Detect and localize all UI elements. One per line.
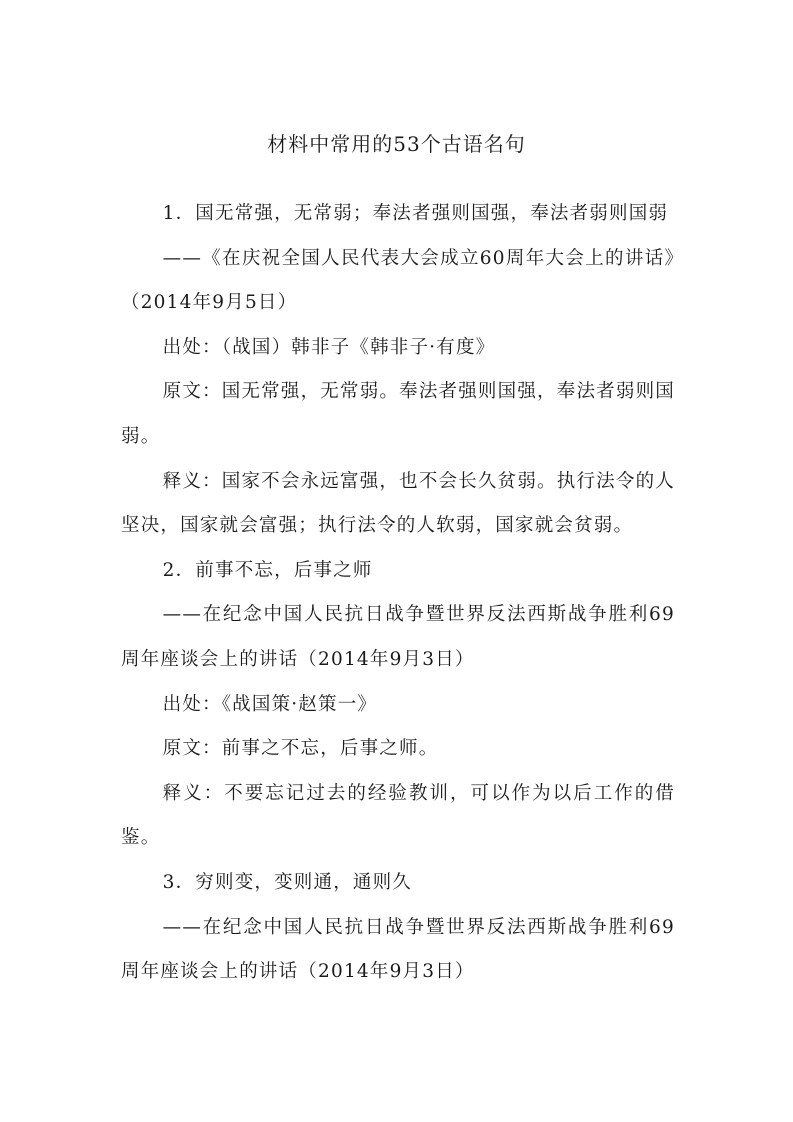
quote-source-1: ——《在庆祝全国人民代表大会成立60周年大会上的讲话》（2014年9月5日） — [121, 247, 675, 314]
document-title: 材料中常用的53个古语名句 — [267, 132, 526, 156]
quote-original-2: 原文：前事之不忘，后事之师。 — [162, 738, 439, 760]
quote-source-2: ——在纪念中国人民抗日战争暨世界反法西斯战争胜利69周年座谈会上的讲话（2014年9月3日） — [121, 604, 675, 670]
quote-original-1: 原文：国无常强，无常弱。奉法者强则国强，奉法者弱则国弱。 — [121, 381, 675, 447]
quote-origin-2: 出处：《战国策·赵策一》 — [162, 693, 378, 715]
quote-source-3: ——在纪念中国人民抗日战争暨世界反法西斯战争胜利69周年座谈会上的讲话（2014年9月3日） — [121, 916, 675, 983]
quote-heading-3: 3．穷则变，变则通，通则久 — [162, 871, 412, 893]
quote-origin-1: 出处：（战国）韩非子《韩非子·有度》 — [162, 336, 496, 358]
quote-heading-2: 2．前事不忘，后事之师 — [162, 559, 373, 581]
quote-heading-1: 1．国无常强，无常弱；奉法者强则国强，奉法者弱则国弱 — [162, 203, 669, 224]
quote-meaning-1: 释义：国家不会永远富强，也不会长久贫弱。执行法令的人坚决，国家就会富强；执行法令的人软弱，国家就会贫弱。 — [121, 470, 675, 537]
document-body — [121, 192, 675, 995]
quote-meaning-2: 释义：不要忘记过去的经验教训，可以作为以后工作的借鉴。 — [121, 782, 675, 849]
